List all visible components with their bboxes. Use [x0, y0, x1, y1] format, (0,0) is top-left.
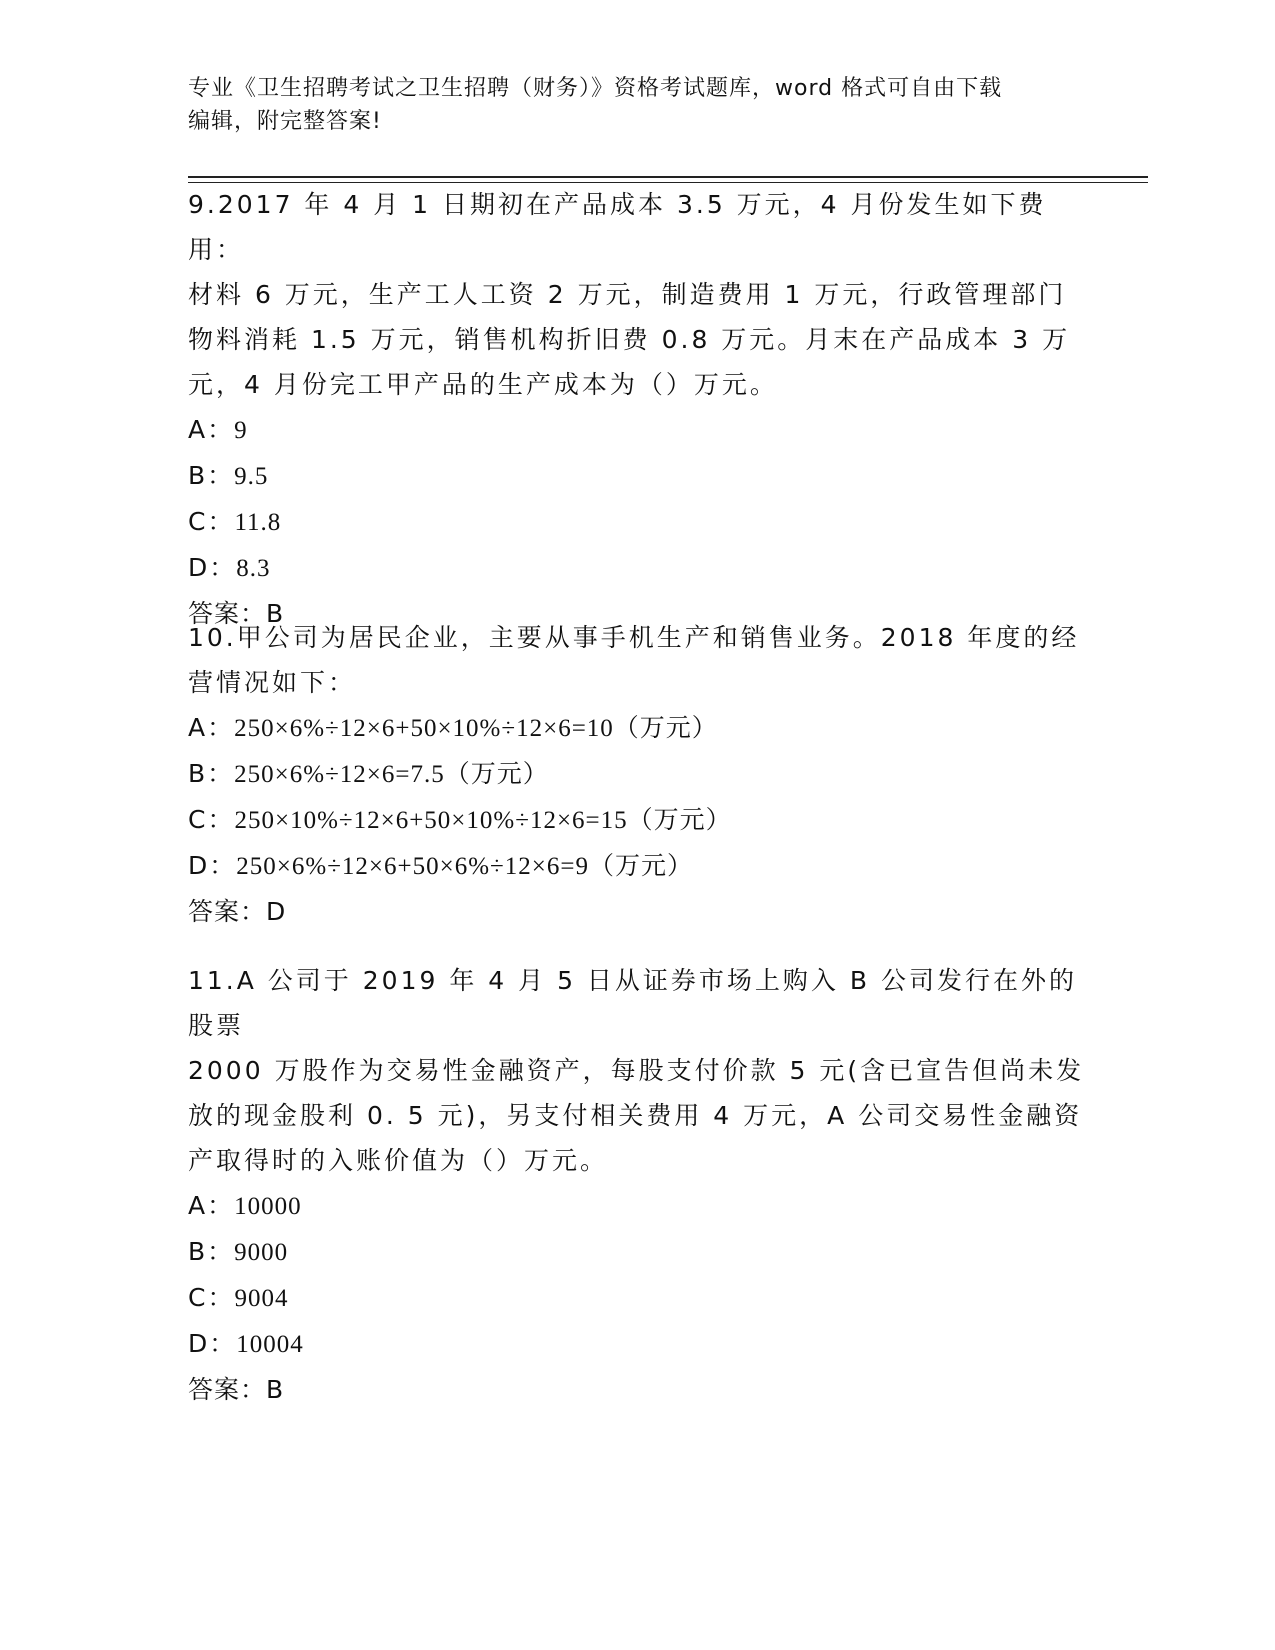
stem-line: 元，4 月份完工甲产品的生产成本为（）万元。 — [188, 370, 778, 399]
option-key: C： — [188, 1283, 235, 1312]
option-key: A： — [188, 713, 235, 742]
option-d — [188, 1321, 1088, 1367]
option-text: 9000 — [234, 1239, 289, 1266]
option-key: B： — [188, 759, 235, 788]
stem-line: 材料 6 万元，生产工人工资 2 万元，制造费用 1 万元，行政管理部门 — [188, 280, 1067, 309]
option-b — [188, 751, 1088, 797]
option-text: 9.5 — [234, 463, 269, 490]
option-text: 250×6%÷12×6+50×6%÷12×6=9（万元） — [236, 853, 693, 880]
option-text: 10004 — [236, 1331, 304, 1358]
stem-line: 9.2017 年 4 月 1 日期初在产品成本 3.5 万元，4 月份发生如下费用： — [188, 190, 1047, 264]
option-key: D： — [188, 1329, 237, 1358]
option-d — [188, 843, 1088, 889]
option-key: C： — [188, 507, 235, 536]
option-text: 250×6%÷12×6=7.5（万元） — [234, 761, 549, 788]
question-9 — [188, 182, 1088, 636]
option-a — [188, 1183, 1088, 1229]
option-key: B： — [188, 461, 235, 490]
stem-line: 10.甲公司为居民企业，主要从事手机生产和销售业务。2018 年度的经 — [188, 623, 1080, 652]
option-key: A： — [188, 1191, 235, 1220]
option-text: 9 — [234, 417, 248, 444]
option-key: B： — [188, 1237, 235, 1266]
option-d — [188, 545, 1088, 591]
option-key: A： — [188, 415, 235, 444]
option-text: 10000 — [234, 1193, 302, 1220]
question-11 — [188, 958, 1088, 1412]
option-b — [188, 1229, 1088, 1275]
stem-line: 放的现金股利 0. 5 元)，另支付相关费用 4 万元，A 公司交易性金融资 — [188, 1101, 1083, 1130]
question-stem — [188, 958, 1088, 1183]
answer-line: 答案：B — [188, 1375, 285, 1404]
stem-line: 11.A 公司于 2019 年 4 月 5 日从证券市场上购入 B 公司发行在外的股票 — [188, 966, 1077, 1040]
option-key: D： — [188, 851, 237, 880]
option-text: 11.8 — [234, 509, 282, 536]
option-a — [188, 407, 1088, 453]
document-header — [188, 72, 1068, 138]
stem-line: 2000 万股作为交易性金融资产，每股支付价款 5 元(含已宣告但尚未发 — [188, 1056, 1085, 1085]
option-key: D： — [188, 553, 237, 582]
option-c — [188, 797, 1088, 843]
option-text: 9004 — [234, 1285, 289, 1312]
option-key: C： — [188, 805, 235, 834]
option-c — [188, 1275, 1088, 1321]
header-divider-thick — [188, 176, 1148, 178]
stem-line: 物料消耗 1.5 万元，销售机构折旧费 0.8 万元。月末在产品成本 3 万 — [188, 325, 1071, 354]
stem-line: 营情况如下： — [188, 668, 357, 697]
question-stem — [188, 182, 1088, 407]
question-stem — [188, 615, 1088, 705]
option-c — [188, 499, 1088, 545]
header-line-2: 编辑，附完整答案! — [188, 109, 382, 134]
option-text: 250×6%÷12×6+50×10%÷12×6=10（万元） — [234, 715, 718, 742]
header-line-1: 专业《卫生招聘考试之卫生招聘（财务）》资格考试题库，word 格式可自由下载 — [188, 76, 1003, 101]
option-text: 250×10%÷12×6+50×10%÷12×6=15（万元） — [234, 807, 732, 834]
option-text: 8.3 — [236, 555, 271, 582]
option-b — [188, 453, 1088, 499]
question-10 — [188, 615, 1088, 934]
stem-line: 产取得时的入账价值为（）万元。 — [188, 1146, 609, 1175]
answer-line: 答案：D — [188, 897, 287, 926]
option-a — [188, 705, 1088, 751]
answer-line: 答案：B — [188, 599, 285, 628]
